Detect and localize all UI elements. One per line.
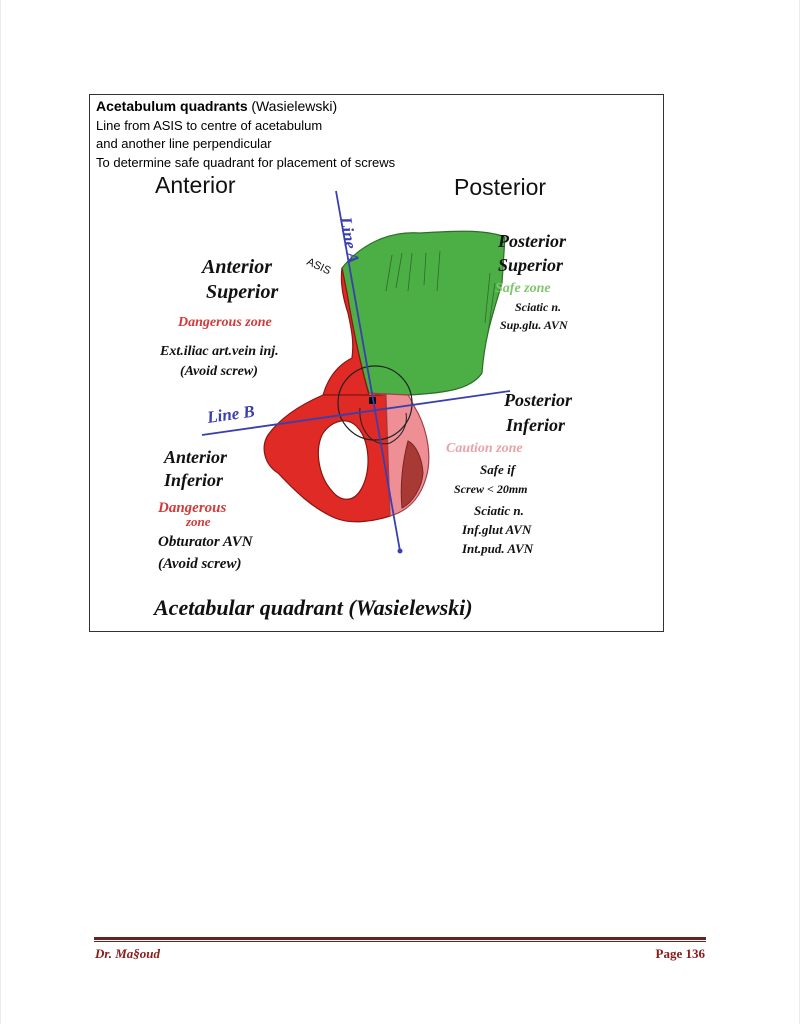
posterior-inferior-safe: Safe if [480,462,516,477]
diagram-title: Acetabular quadrant (Wasielewski) [154,595,473,620]
line-b-label: Line B [205,401,256,427]
heading-posterior: Posterior [454,174,547,200]
anterior-inferior-note: (Avoid screw) [158,556,242,572]
asis-label: ASIS [304,255,333,278]
caption-line: and another line perpendicular [96,136,272,151]
posterior-inferior-note: Int.pud. AVN [462,541,534,556]
line-a-label: Line A [336,215,363,266]
caption-line: To determine safe quadrant for placement of screws [96,154,396,170]
posterior-superior-title: Superior [498,255,564,275]
anterior-inferior-zone: Dangerous [158,500,227,516]
figure-frame [89,94,664,632]
anterior-superior-zone: Dangerous zone [178,315,272,330]
figure-caption [96,97,656,172]
posterior-inferior-safe: Screw < 20mm [454,482,528,496]
caption-title-paren: (Wasielewski) [251,98,338,114]
anterior-superior-note: Ext.iliac art.vein inj. [160,344,279,359]
footer-rule [94,941,706,942]
caption-title: Acetabulum quadrants [96,98,248,114]
footer-rule [94,937,706,940]
anterior-inferior-zone: zone [186,514,211,529]
anterior-superior-note: (Avoid screw) [180,364,258,379]
posterior-inferior-note: Sciatic n. [474,503,524,518]
heading-anterior: Anterior [155,173,236,198]
anterior-inferior-title: Anterior [164,447,228,467]
footer-page-number: Page 136 [655,946,705,961]
acetabulum-diagram [90,173,663,631]
line-a-end [398,549,403,554]
anterior-superior-title: Anterior [202,256,273,278]
anterior-inferior-note: Obturator AVN [158,534,253,550]
caption-line: Line from ASIS to centre of acetabulum [96,117,323,133]
posterior-inferior-zone: Caution zone [446,441,523,456]
footer-author: Dr. Ma§oud [95,946,161,961]
posterior-superior-note: Sup.glu. AVN [500,318,568,332]
anterior-inferior-title: Inferior [164,470,224,490]
posterior-inferior-title: Inferior [506,415,566,435]
posterior-inferior-note: Inf.glut AVN [462,522,532,537]
posterior-superior-note: Sciatic n. [515,300,562,314]
posterior-inferior-title: Posterior [504,390,573,410]
posterior-superior-zone: Safe zone [495,281,551,296]
anterior-superior-title: Superior [206,281,279,303]
posterior-superior-region [342,231,505,395]
posterior-superior-title: Posterior [498,231,567,251]
